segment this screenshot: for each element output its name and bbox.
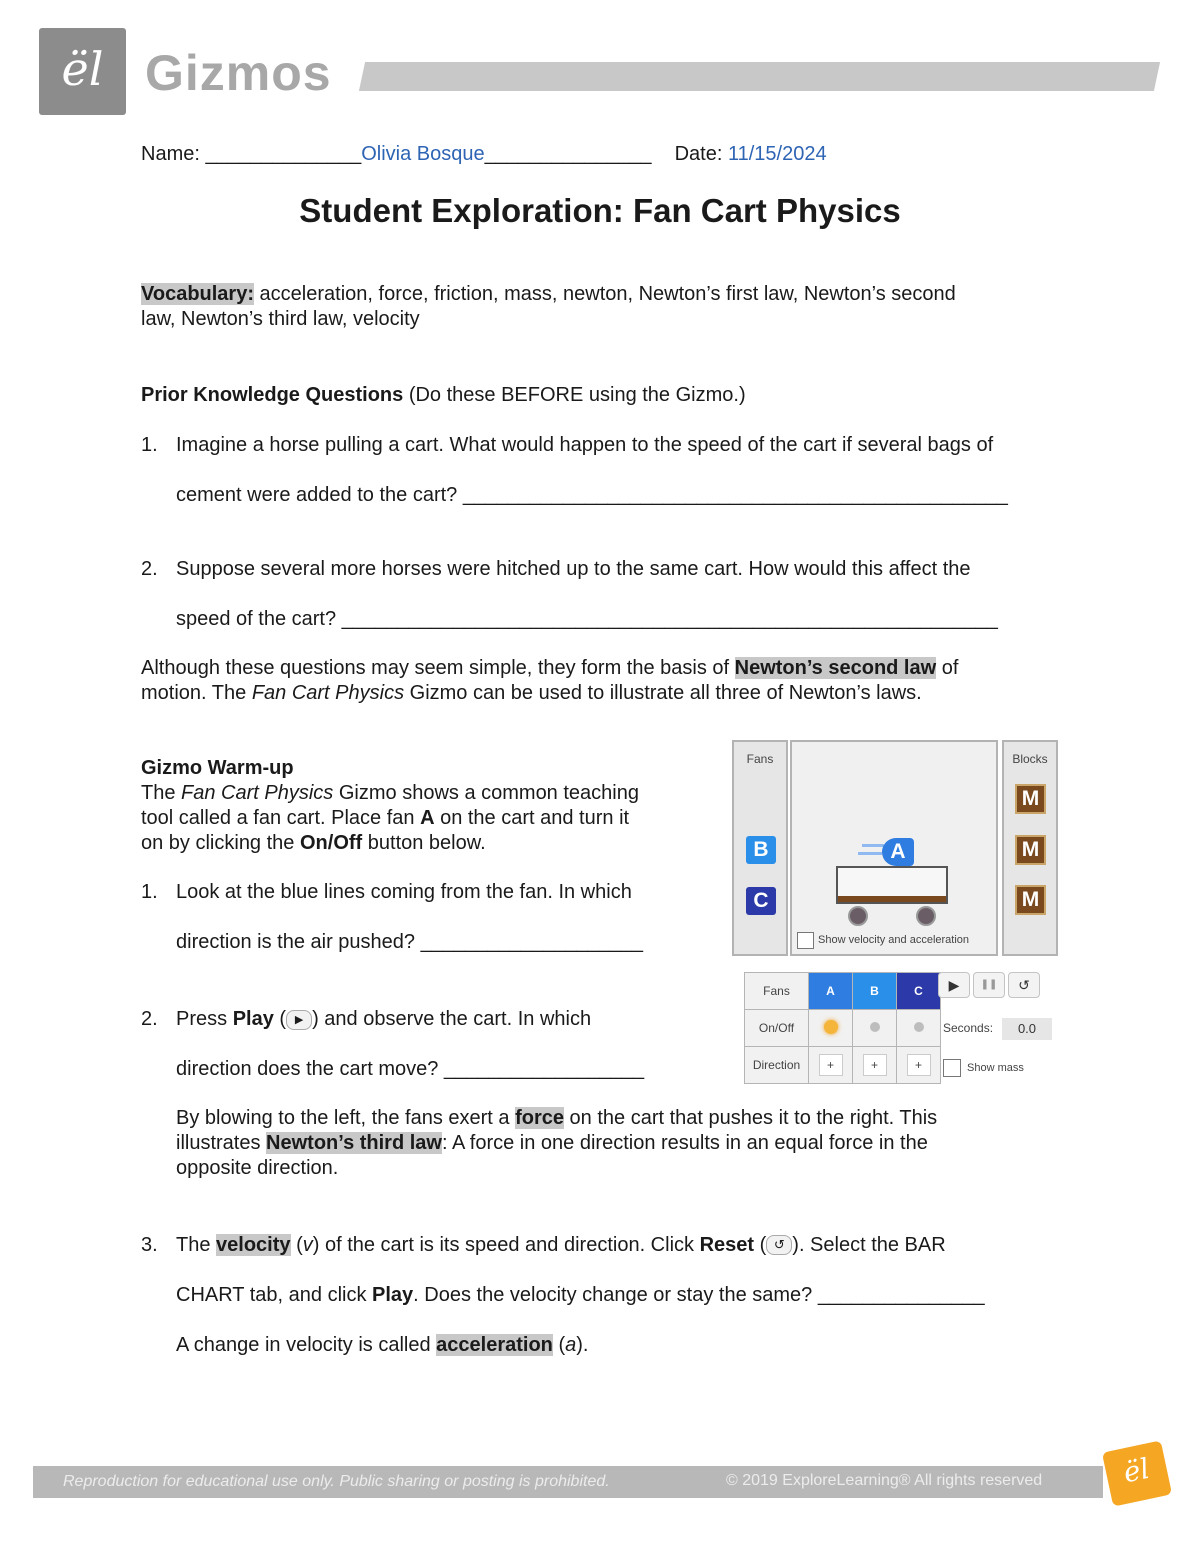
text: opposite direction. bbox=[176, 1157, 339, 1179]
row-direction-label: Direction bbox=[745, 1047, 809, 1084]
footer-copyright: © 2019 ExploreLearning® All rights reserved bbox=[726, 1472, 1043, 1489]
para-text: motion. The bbox=[141, 682, 252, 704]
italic-text: v bbox=[302, 1234, 313, 1256]
text: : A force in one direction results in an equal force in the bbox=[441, 1132, 928, 1154]
cart-wheel bbox=[848, 906, 868, 926]
text: ( bbox=[552, 1334, 566, 1356]
prior-heading-note: (Do these BEFORE using the Gizmo.) bbox=[403, 384, 746, 406]
text: illustrates bbox=[176, 1132, 267, 1154]
question-text: Suppose several more horses were hitched up to the same cart. How would this affect the bbox=[176, 558, 971, 580]
mass-block[interactable]: M bbox=[1015, 885, 1046, 915]
blocks-panel-label: Blocks bbox=[1012, 752, 1048, 766]
column-c: C bbox=[897, 973, 941, 1010]
pause-button[interactable]: ❚❚ bbox=[973, 972, 1005, 998]
seconds-readout: 0.0 bbox=[1002, 1018, 1052, 1040]
mass-block[interactable]: M bbox=[1015, 784, 1046, 814]
question-number: 1. bbox=[141, 881, 158, 903]
fan-cart[interactable] bbox=[836, 866, 948, 904]
warmup-question-1 bbox=[141, 880, 632, 905]
velocity-term: velocity bbox=[216, 1234, 291, 1256]
air-line bbox=[858, 852, 882, 855]
row-onoff-label: On/Off bbox=[745, 1010, 809, 1047]
text: on the cart and turn it bbox=[434, 807, 630, 829]
question-text: Imagine a horse pulling a cart. What would happen to the speed of the cart if several bags of bbox=[176, 434, 994, 456]
show-velocity-checkbox[interactable] bbox=[797, 932, 814, 949]
third-law-paragraph bbox=[176, 1106, 1056, 1181]
bold-text: On/Off bbox=[299, 832, 363, 854]
gizmo-simulation bbox=[732, 740, 1058, 956]
newtons-second-law-term: Newton’s second law bbox=[734, 657, 937, 679]
bold-text: A bbox=[420, 807, 435, 829]
fan-a-on-cart[interactable]: A bbox=[882, 838, 914, 866]
force-term: force bbox=[515, 1107, 564, 1129]
newtons-third-law-term: Newton’s third law bbox=[266, 1132, 442, 1154]
warmup-answer-2[interactable]: direction does the cart move? __________________ bbox=[176, 1058, 645, 1080]
warmup-question-3 bbox=[141, 1233, 1041, 1258]
play-icon: ▶ bbox=[286, 1010, 312, 1030]
text: CHART tab, and click bbox=[176, 1284, 373, 1306]
warmup-answer-3[interactable] bbox=[176, 1283, 985, 1308]
table-header-fans: Fans bbox=[745, 973, 809, 1010]
blocks-panel bbox=[1002, 740, 1058, 956]
italic-text: a bbox=[565, 1334, 577, 1356]
text: ( bbox=[290, 1234, 303, 1256]
fans-panel bbox=[732, 740, 788, 956]
footer-logo-glyph: ël bbox=[1120, 1451, 1153, 1490]
warmup-answer-1[interactable]: direction is the air pushed? ____________________ bbox=[176, 931, 644, 953]
prior-question-1 bbox=[141, 433, 1071, 458]
show-velocity-label: Show velocity and acceleration bbox=[818, 934, 970, 946]
question-number: 3. bbox=[141, 1234, 158, 1256]
prior-answer-1[interactable]: cement were added to the cart? _________________________________________________ bbox=[176, 484, 1008, 506]
bold-text: Play bbox=[232, 1008, 274, 1030]
name-date-line bbox=[141, 142, 827, 167]
text: ). Select the BAR bbox=[792, 1234, 946, 1256]
light-off-icon bbox=[870, 1022, 880, 1032]
warmup-intro bbox=[141, 756, 701, 856]
reset-button[interactable]: ↺ bbox=[1008, 972, 1040, 998]
para-text: Although these questions may seem simple, they form the basis of bbox=[141, 657, 735, 679]
text: The bbox=[176, 1234, 217, 1256]
explorelearning-logo: ël bbox=[39, 28, 126, 115]
question-number: 2. bbox=[141, 558, 158, 580]
name-blank-after: _______________ bbox=[484, 143, 652, 165]
fan-control-table bbox=[744, 972, 941, 1084]
para-text: of bbox=[936, 657, 959, 679]
text: on the cart that pushes it to the right. This bbox=[564, 1107, 938, 1129]
text: ) and observe the cart. In which bbox=[312, 1008, 592, 1030]
prior-knowledge-heading bbox=[141, 383, 746, 408]
onoff-toggle-b[interactable] bbox=[853, 1010, 897, 1047]
name-label: Name: bbox=[141, 143, 206, 165]
direction-sign: + bbox=[863, 1054, 887, 1076]
text: . Does the velocity change or stay the same? _______________ bbox=[413, 1284, 985, 1306]
para-text: Gizmo can be used to illustrate all three of Newton’s laws. bbox=[404, 682, 922, 704]
prior-heading-bold: Prior Knowledge Questions bbox=[141, 384, 404, 406]
warmup-heading: Gizmo Warm-up bbox=[141, 757, 294, 779]
text: ( bbox=[273, 1008, 287, 1030]
mass-block[interactable]: M bbox=[1015, 835, 1046, 865]
fan-c-button[interactable]: C bbox=[746, 887, 776, 915]
text: button below. bbox=[362, 832, 486, 854]
light-off-icon bbox=[914, 1022, 924, 1032]
header-bar bbox=[359, 62, 1160, 91]
vocabulary-text-2: law, Newton’s third law, velocity bbox=[141, 308, 420, 330]
fans-panel-label: Fans bbox=[746, 752, 774, 766]
text: ) of the cart is its speed and direction. Click bbox=[312, 1234, 700, 1256]
italic-text: Fan Cart Physics bbox=[181, 782, 334, 804]
vocabulary-text: acceleration, force, friction, mass, newton, Newton’s first law, Newton’s second bbox=[254, 283, 956, 305]
text: A change in velocity is called bbox=[176, 1334, 437, 1356]
onoff-toggle-a[interactable] bbox=[809, 1010, 853, 1047]
name-blank: ______________ bbox=[205, 143, 362, 165]
direction-toggle-a[interactable] bbox=[809, 1047, 853, 1084]
acceleration-term: acceleration bbox=[436, 1334, 553, 1356]
direction-sign: + bbox=[819, 1054, 843, 1076]
column-b: B bbox=[853, 973, 897, 1010]
date-value[interactable]: 11/15/2024 bbox=[727, 143, 827, 165]
para-italic: Fan Cart Physics bbox=[251, 682, 405, 704]
show-mass-checkbox[interactable] bbox=[943, 1059, 961, 1077]
column-a: A bbox=[809, 973, 853, 1010]
text: tool called a fan cart. Place fan bbox=[141, 807, 421, 829]
direction-sign: + bbox=[907, 1054, 931, 1076]
footer-logo bbox=[1102, 1440, 1172, 1506]
text: By blowing to the left, the fans exert a bbox=[176, 1107, 516, 1129]
reset-icon: ↺ bbox=[766, 1235, 792, 1255]
seconds-label: Seconds: bbox=[943, 1021, 994, 1035]
question-number: 2. bbox=[141, 1008, 158, 1030]
date-label: Date: bbox=[674, 143, 728, 165]
gizmos-brand: Gizmos bbox=[145, 45, 332, 101]
fan-b-button[interactable]: B bbox=[746, 836, 776, 864]
play-button[interactable]: ▶ bbox=[938, 972, 970, 998]
bold-text: Play bbox=[372, 1284, 414, 1306]
prior-answer-2[interactable]: speed of the cart? ___________________________________________________________ bbox=[176, 608, 998, 630]
text: The bbox=[141, 782, 182, 804]
direction-toggle-b[interactable] bbox=[853, 1047, 897, 1084]
text: Gizmo shows a common teaching bbox=[333, 782, 639, 804]
question-text: Look at the blue lines coming from the fan. In which bbox=[176, 881, 632, 903]
direction-toggle-c[interactable] bbox=[897, 1047, 941, 1084]
text: ( bbox=[754, 1234, 767, 1256]
bold-text: Reset bbox=[699, 1234, 755, 1256]
air-line bbox=[862, 844, 884, 847]
track-area bbox=[790, 740, 998, 956]
vocabulary bbox=[141, 282, 1071, 332]
text: on by clicking the bbox=[141, 832, 300, 854]
warmup-question-2 bbox=[141, 1007, 591, 1032]
text: ). bbox=[576, 1334, 589, 1356]
light-on-icon bbox=[824, 1020, 838, 1034]
page-title: Student Exploration: Fan Cart Physics bbox=[299, 192, 901, 229]
acceleration-definition bbox=[176, 1333, 588, 1358]
second-law-paragraph bbox=[141, 656, 1071, 706]
question-number: 1. bbox=[141, 434, 158, 456]
footer-notice: Reproduction for educational use only. Public sharing or posting is prohibited. bbox=[63, 1473, 610, 1490]
show-mass-label: Show mass bbox=[967, 1062, 1024, 1074]
cart-wheel bbox=[916, 906, 936, 926]
cart-base bbox=[838, 896, 946, 902]
onoff-toggle-c[interactable] bbox=[897, 1010, 941, 1047]
vocabulary-label: Vocabulary: bbox=[141, 283, 254, 305]
student-name[interactable]: Olivia Bosque bbox=[361, 143, 485, 165]
text: Press bbox=[176, 1008, 233, 1030]
prior-question-2 bbox=[141, 557, 971, 582]
